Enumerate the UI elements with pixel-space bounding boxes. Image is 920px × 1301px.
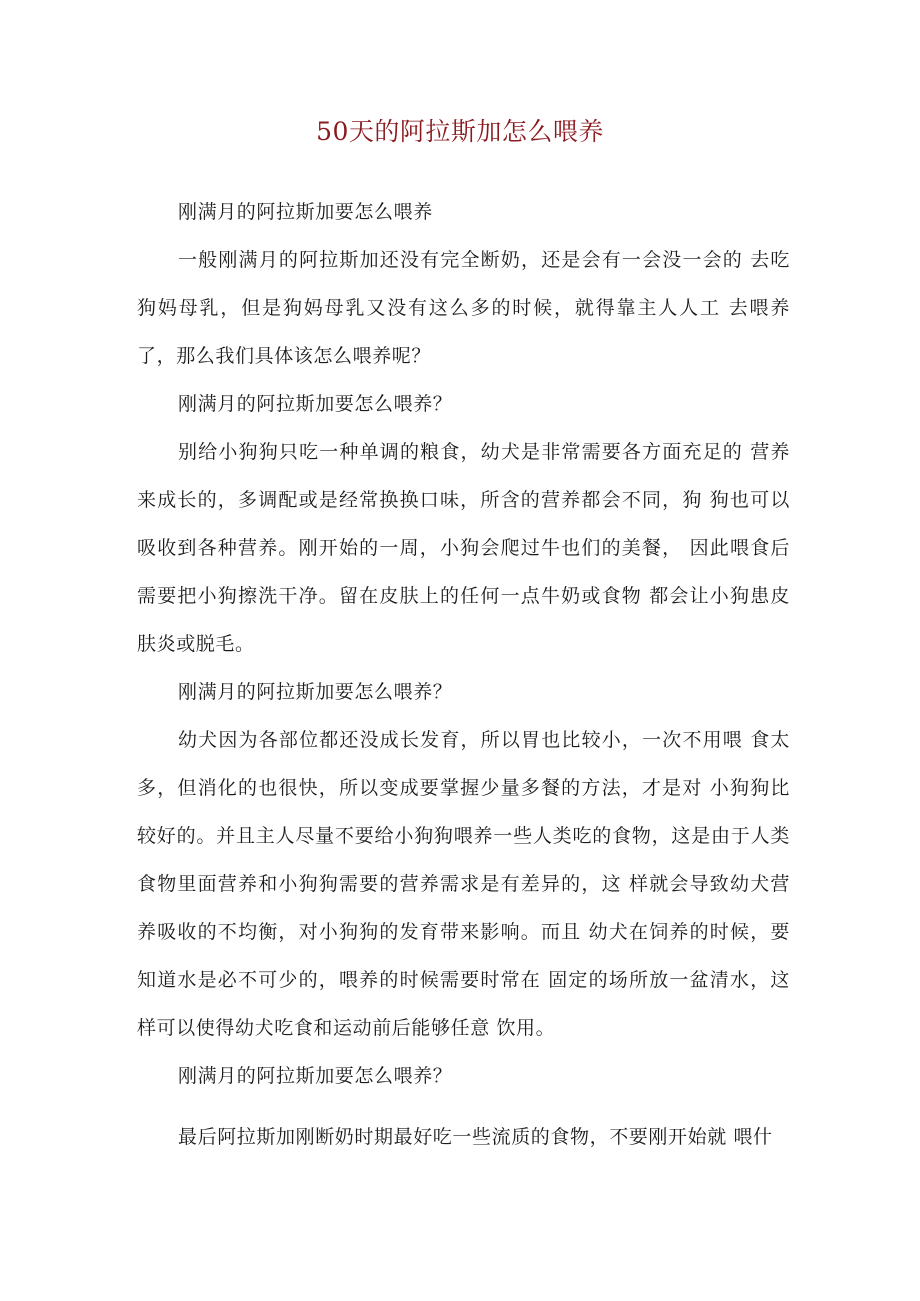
document-body <box>137 188 790 1161</box>
paragraph: 一般刚满月的阿拉斯加还没有完全断奶，还是会有一会没一会的 去吃狗妈母乳，但是狗妈母乳又没有这么多的时候，就得靠主人人工 去喂养了，那么我们具体该怎么喂养呢？ <box>137 249 790 367</box>
paragraph: 幼犬因为各部位都还没成长发育，所以胃也比较小，一次不用喂 食太多，但消化的也很快，所以变成要掌握少量多餐的方法，才是对 小狗狗比较好的。并且主人尽量不要给小狗狗喂养一些人类吃的食物，这是由于人类食物里面营养和小狗狗需要的营养需求是有差异的，这 样就会导致幼犬营养吸收的不均衡，对小狗狗的发育带来影响。而且 幼犬在饲养的时候，要知道水是必不可少的，喂养的时候需要时常在 固定的场所放一盆清水，这样可以使得幼犬吃食和运动前后能够任意 饮用。 <box>137 729 790 1039</box>
section-heading: 刚满月的阿拉斯加要怎么喂养？ <box>178 393 453 415</box>
section-heading: 刚满月的阿拉斯加要怎么喂养？ <box>178 1065 453 1087</box>
section-heading: 刚满月的阿拉斯加要怎么喂养 <box>178 201 433 223</box>
document-title: 50天的阿拉斯加怎么喂养 <box>316 117 604 146</box>
paragraph: 最后阿拉斯加刚断奶时期最好吃一些流质的食物，不要刚开始就 喂什 <box>178 1126 773 1148</box>
section-heading: 刚满月的阿拉斯加要怎么喂养？ <box>178 681 453 703</box>
paragraph: 别给小狗狗只吃一种单调的粮食，幼犬是非常需要各方面充足的 营养来成长的，多调配或是经常换换口味，所含的营养都会不同，狗 狗也可以吸收到各种营养。刚开始的一周，小狗会爬过牛也们的美餐， 因此喂食后需要把小狗擦洗干净。留在皮肤上的任何一点牛奶或食物 都会让小狗患皮肤炎或脱毛。 <box>137 441 790 655</box>
